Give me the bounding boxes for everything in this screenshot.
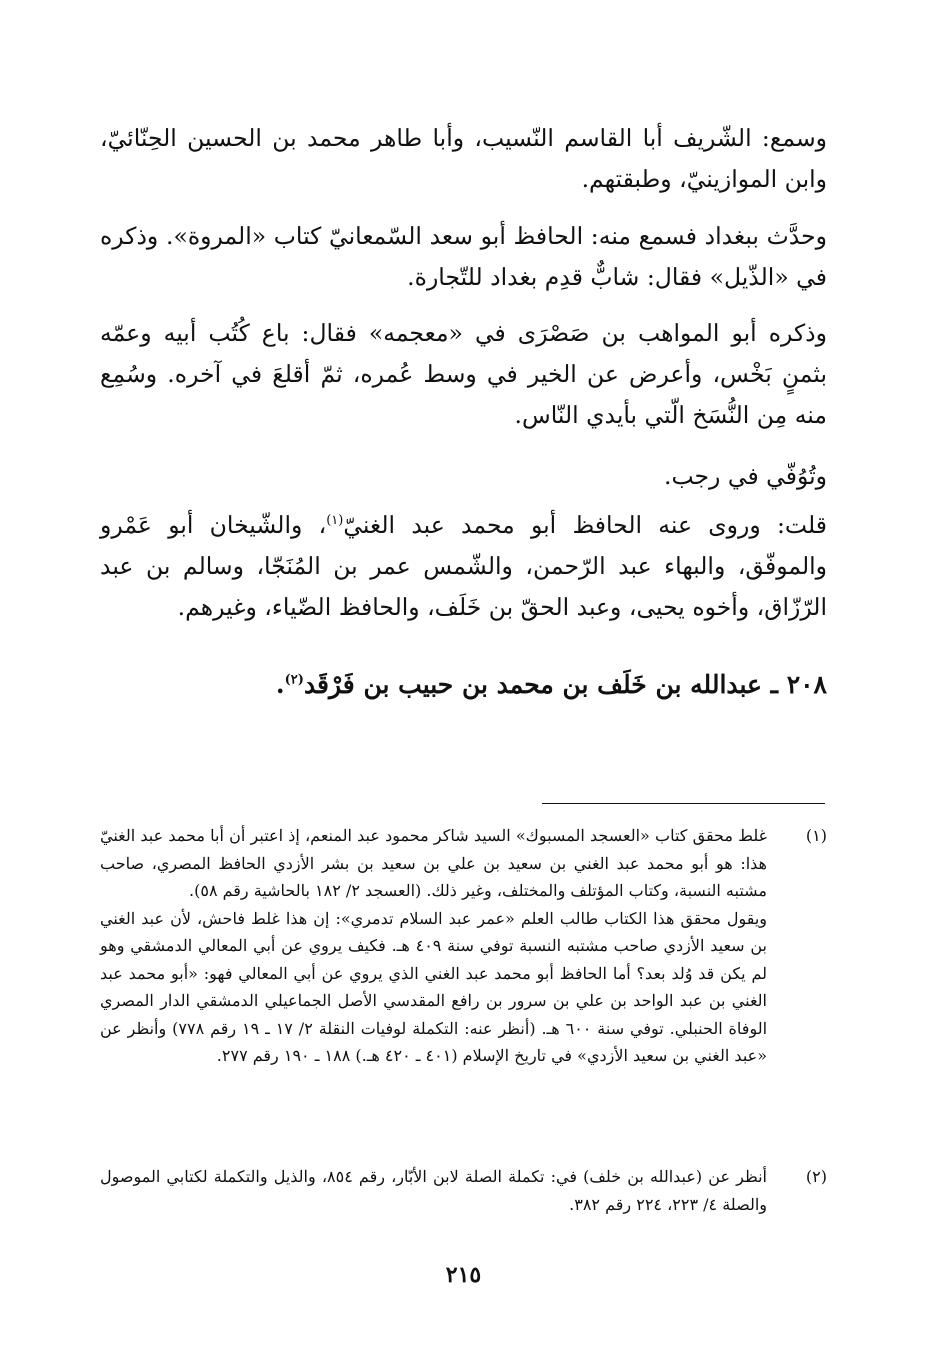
paragraph-text-end: ، والشّيخان أبو عَمْرو والموفّق، والبهاء عبد الرّحمن، والشّمس عمر بن المُنَجّا، وسالم بن عبد الرّزّاق، وأخوه يحيى، وعبد الحقّ بن خَلَف، والحافظ الضّياء، وغيرهم. [100, 511, 827, 621]
footnote-number: (١) [805, 826, 827, 845]
paragraph-narrators [100, 505, 827, 628]
paragraph-heard [100, 118, 827, 200]
page-number: ٢١٥ [445, 1262, 482, 1288]
entry-heading-tail: . [275, 670, 285, 699]
paragraph-mentioned [100, 313, 827, 436]
footnote-text: ويقول محقق هذا الكتاب طالب العلم «عمر عبد السلام تدمري»: إن هذا غلط فاحش، لأن عبد الغني بن سعيد الأزدي صاحب مشتبه النسبة توفي سنة ٤٠٩ هـ. فكيف يروي عن أبي المعالي الدمشقي وهو لم يكن قد وُلد بعد؟ أما الحافظ أبو محمد عبد الغني الذي يروي عن أبي المعالي فهو: «أبو محمد عبد الغني بن عبد الواحد بن علي بن سرور بن رافع المقدسي الأصل الجماعيلي الدمشقي الدار المصري الوفاة الحنبلي. توفي سنة ٦٠٠ هـ. (أنظر عنه: التكملة لوفيات النقلة ٢/ ١٧ ـ ١٩ رقم ٧٧٨) وأنظر عن «عبد الغني بن سعيد الأزدي» في تاريخ الإسلام (٤٠١ ـ ٤٢٠ هـ.) ١٨٨ ـ ١٩٠ رقم ٢٧٧. [100, 908, 768, 1065]
paragraph-text-start: قلت: وروى عنه الحافظ أبو محمد عبد الغنيّ [343, 511, 827, 539]
footnote-marker-1[interactable]: (١) [326, 513, 344, 529]
paragraph-text: وذكره أبو المواهب بن صَصْرَى في «معجمه» فقال: باع كُتُب أبيه وعمّه بثمنٍ بَخْس، وأعرض عن الخير في وسط عُمره، ثمّ أقلعَ في آخره. وسُمِع منه مِن النُّسَخ الّتي بأيدي النّاس. [100, 319, 827, 429]
entry-heading [100, 665, 827, 705]
footnote-text: غلط محقق كتاب «العسجد المسبوك» السيد شاكر محمود عبد المنعم، إذ اعتبر أن أبا محمد عبد الغنيّ هذا: هو أبو محمد عبد الغني بن سعيد بن علي بن سعيد بن بشر الأزدي الحافظ المصري، صاحب مشتبه النسبة، وكتاب المؤتلف والمختلف، وغير ذلك. (العسجد ٢/ ١٨٢ بالحاشية رقم ٥٨). [100, 826, 767, 900]
paragraph-death [100, 456, 827, 497]
paragraph-text: وسمع: الشّريف أبا القاسم النّسيب، وأبا طاهر محمد بن الحسين الحِنّائيّ، وابن الموازينيّ، وطبقتهم. [100, 124, 827, 193]
entry-heading-text: ٢٠٨ ـ عبدالله بن خَلَف بن محمد بن حبيب بن فَرْقَد [303, 670, 827, 699]
footnote-marker-2[interactable]: (٢) [284, 672, 304, 688]
paragraph-narrated [100, 216, 827, 298]
footnote-divider [542, 803, 825, 804]
footnote-number: (٢) [805, 1167, 827, 1186]
paragraph-text: وحدَّث ببغداد فسمع منه: الحافظ أبو سعد السّمعانيّ كتاب «المروة». وذكره في «الذّيل» فقال: شابٌّ قدِم بغداد للتّجارة. [100, 222, 827, 291]
footnote-2 [100, 1163, 827, 1218]
footnote-text: أنظر عن (عبدالله بن خلف) في: تكملة الصلة لابن الأبّار، رقم ٨٥٤، والذيل والتكملة لكتابي الموصول والصلة ٤/ ٢٢٣، ٢٢٤ رقم ٣٨٢. [100, 1167, 768, 1214]
footnote-1 [100, 822, 827, 1070]
paragraph-text: وتُوُفّي في رجب. [663, 462, 827, 490]
